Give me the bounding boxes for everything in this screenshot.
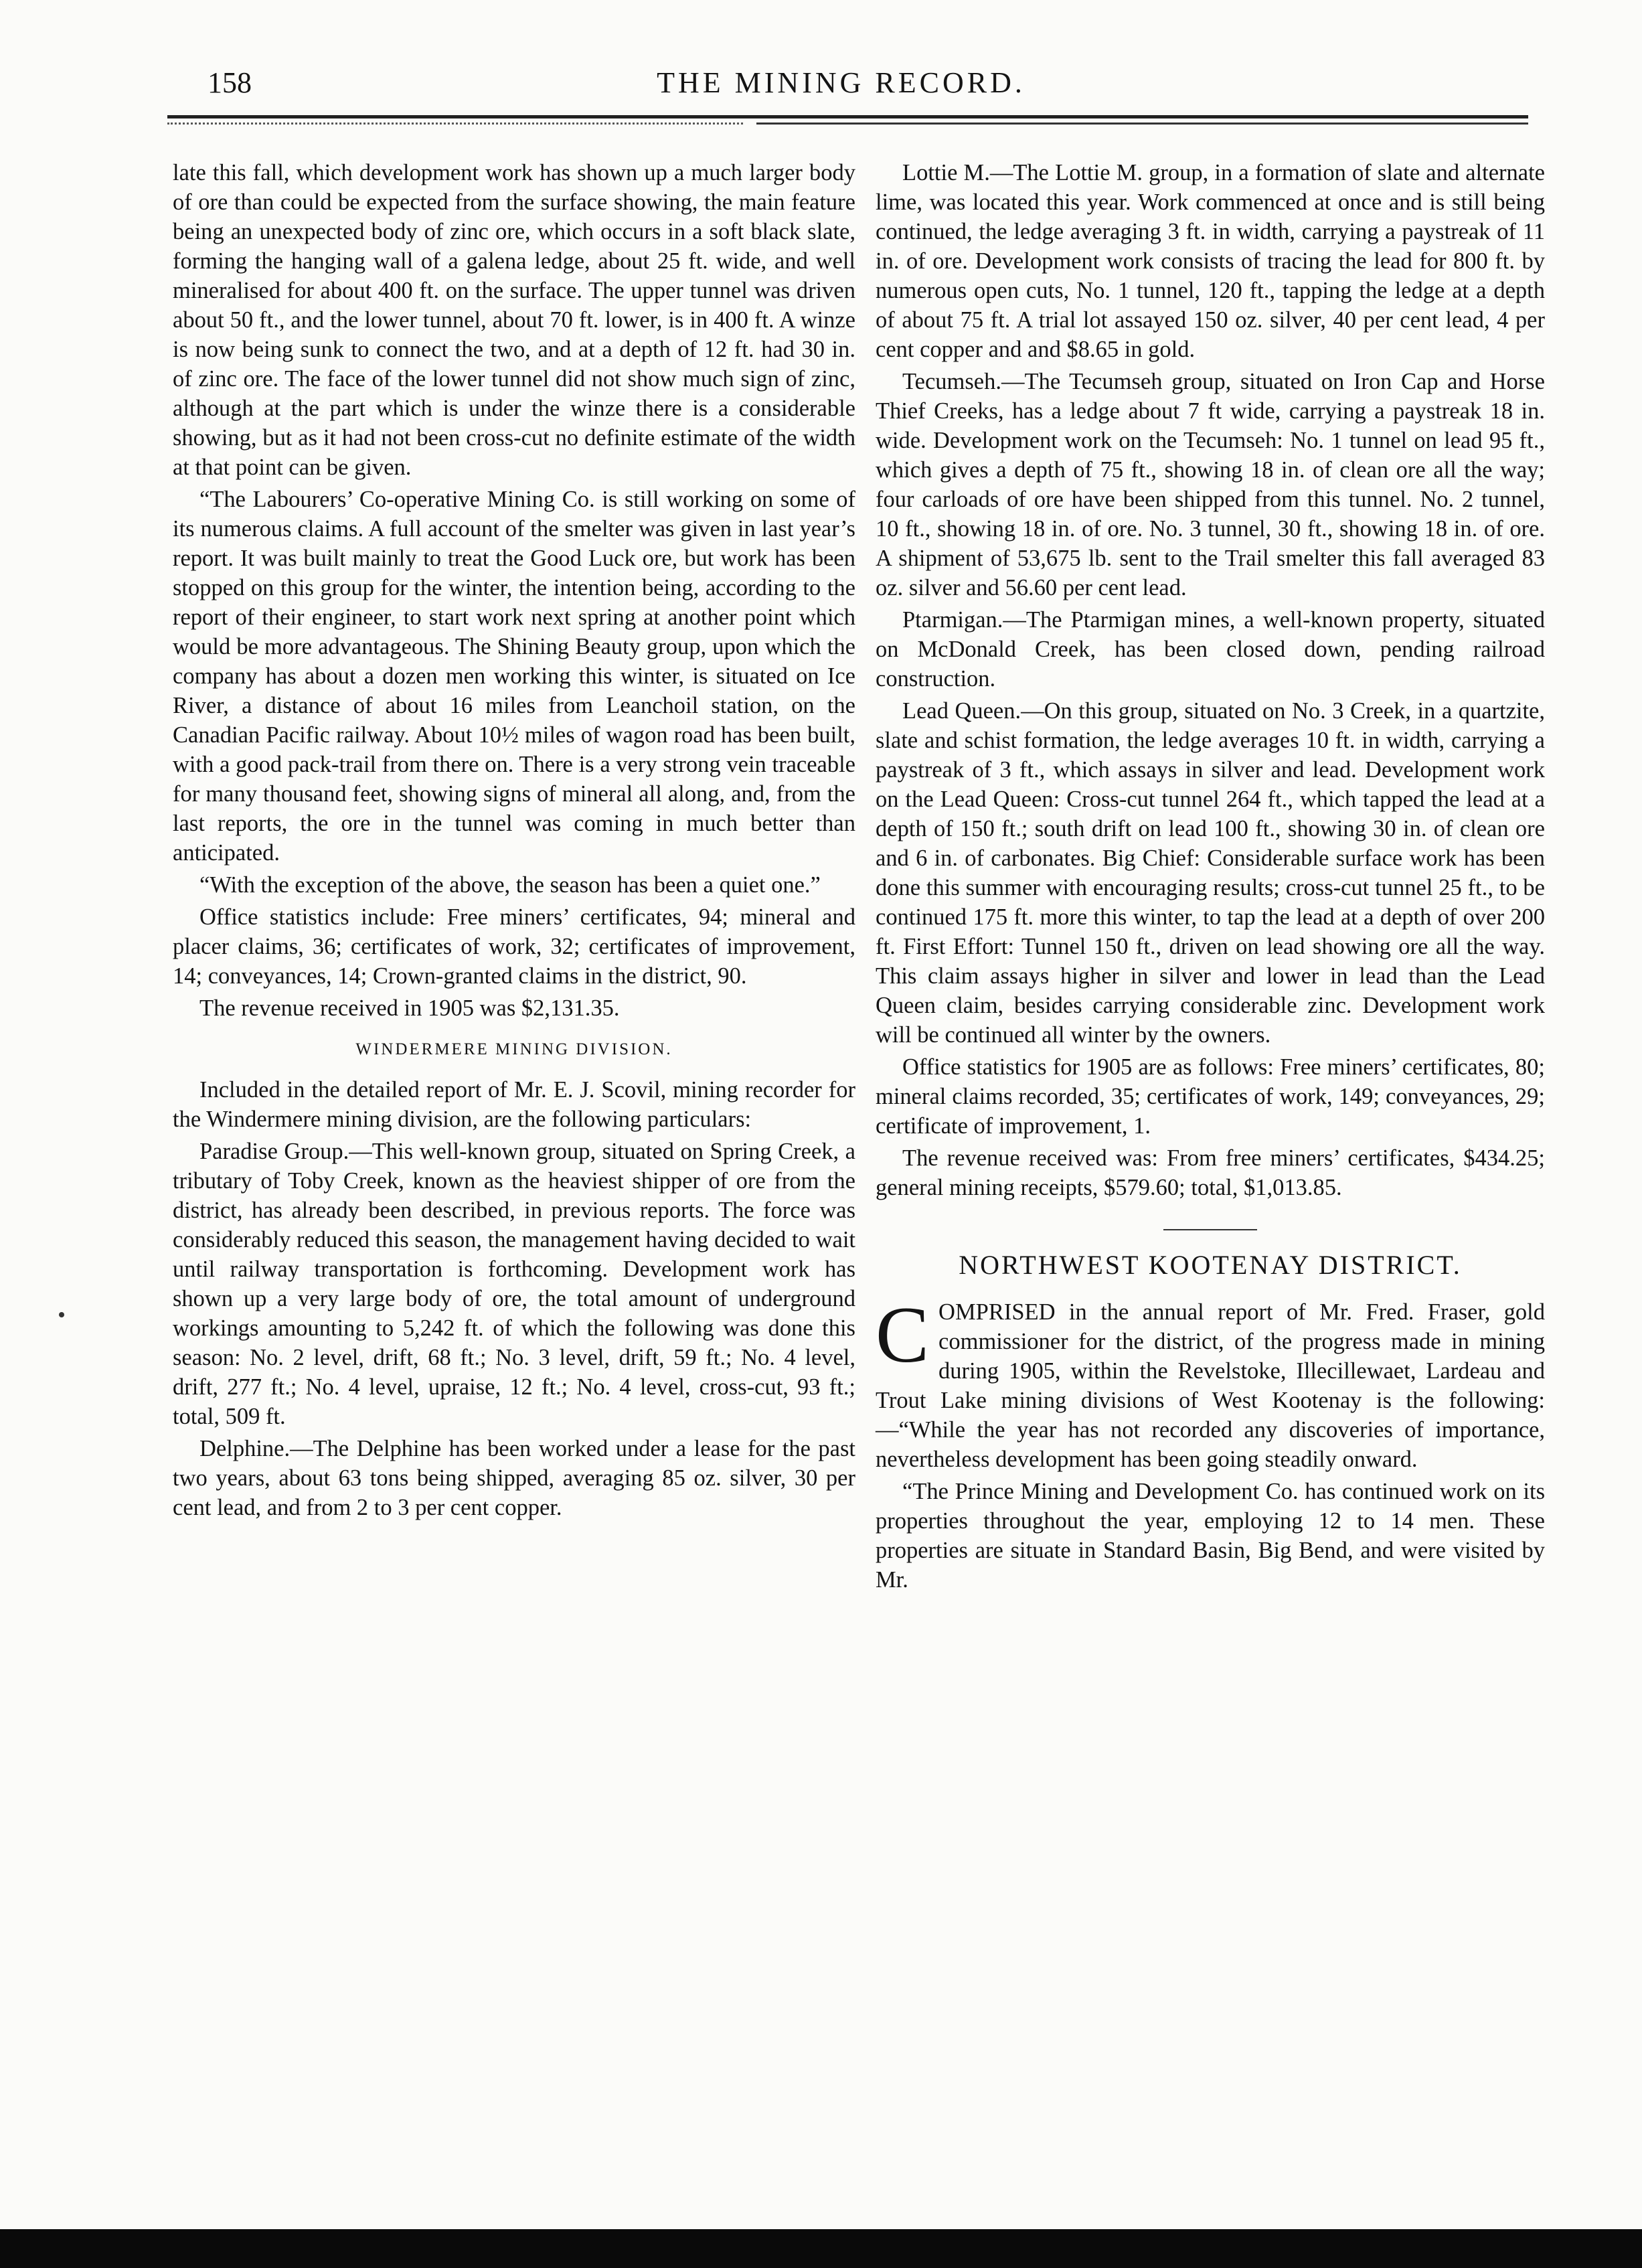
section-subheading: WINDERMERE MINING DIVISION.: [355, 1040, 673, 1058]
paragraph: Office statistics include: Free miners’ certificates, 94; mineral and placer claims, 36; certificates of work, 32; certificates of improvement, 14; conveyances, 14; Crown-granted claims in the district, 90.: [173, 904, 855, 989]
paragraph: “The Prince Mining and Development Co. has continued work on its properties throughout the year, employing 12 to 14 men. These properties are situate in Standard Basin, Big Bend, and were visited by Mr.: [876, 1479, 1545, 1593]
header-rule-secondary: [756, 123, 1528, 125]
paragraph-text: OMPRISED in the annual report of Mr. Fred. Fraser, gold commissioner for the district, of the progress made in mining during 1905, within the Revelstoke, Illecillewaet, Lardeau and Trout Lake mining divisions of West Kootenay is the following:—“While the year has not recorded any discoveries of importance, nevertheless development has been going steadily onward.: [876, 1299, 1545, 1472]
dropcap-paragraph: [876, 1290, 1545, 1474]
paragraph: Delphine.—The Delphine has been worked under a lease for the past two years, about 63 tons being shipped, averaging 85 oz. silver, 30 per cent lead, and from 2 to 3 per cent copper.: [173, 1436, 855, 1520]
right-column: [876, 158, 1545, 1597]
paragraph: “The Labourers’ Co-operative Mining Co. is still working on some of its numerous claims. A full account of the smelter was given in last year’s report. It was built mainly to treat the Good Luck ore, but work has been stopped on this group for the winter, the intention being, according to the report of their engineer, to start work next spring at another point which would be more advantageous. The Shining Beauty group, upon which the company has about a dozen men working this winter, is situated on Ice River, a distance of about 16 miles from Leanchoil station, on the Canadian Pacific railway. About 10½ miles of wagon road has been built, with a good pack-trail from there on. There is a very strong vein traceable for many thousand feet, showing signs of mineral all along, and, from the last reports, the ore in the tunnel was coming in much better than anticipated.: [173, 487, 855, 866]
margin-mark: [59, 1312, 64, 1317]
paragraph: Lead Queen.—On this group, situated on No. 3 Creek, in a quartzite, slate and schist formation, the ledge averages 10 ft. in width, carrying a paystreak of 3 ft., which assays in silver and lead. Development work on the Lead Queen: Cross-cut tunnel 264 ft., which tapped the lead at a depth of 150 ft.; south drift on lead 100 ft., showing 30 in. of clean ore and 6 in. of carbonates. Big Chief: Considerable surface work has been done this summer with encouraging results; cross-cut tunnel 25 ft., to be continued 175 ft. more this winter, to tap the lead at a depth of over 200 ft. First Effort: Tunnel 150 ft., driven on lead showing ore all the way. This claim assays higher in silver and lower in lead than the Lead Queen claim, besides carrying considerable zinc. Development work will be continued all winter by the owners.: [876, 698, 1545, 1048]
district-heading: NORTHWEST KOOTENAY DISTRICT.: [959, 1250, 1462, 1280]
paragraph: “With the exception of the above, the season has been a quiet one.”: [199, 872, 821, 898]
section-divider: [1163, 1229, 1257, 1230]
page-header: [161, 59, 1522, 112]
paragraph: The revenue received was: From free miners’ certificates, $434.25; general mining receipts, $579.60; total, $1,013.85.: [876, 1145, 1545, 1200]
paragraph: Office statistics for 1905 are as follows: Free miners’ certificates, 80; mineral claims recorded, 35; certificates of work, 149; conveyances, 29; certificate of improvement, 1.: [876, 1054, 1545, 1139]
paragraph: Included in the detailed report of Mr. E. J. Scovil, mining recorder for the Windermere mining division, are the following particulars:: [173, 1077, 855, 1132]
paragraph: Paradise Group.—This well-known group, situated on Spring Creek, a tributary of Toby Creek, known as the heaviest shipper of ore from the district, has already been described, in previous reports. The force was considerably reduced this season, the management having decided to wait until railway transportation is forthcoming. Development work has shown up a very large body of ore, the total amount of underground workings amounting to 5,242 ft. of which the following was done this season: No. 2 level, drift, 68 ft.; No. 3 level, drift, 59 ft.; No. 4 level, drift, 277 ft.; No. 4 level, upraise, 12 ft.; No. 4 level, cross-cut, 93 ft.; total, 509 ft.: [173, 1139, 855, 1429]
paragraph: Tecumseh.—The Tecumseh group, situated on Iron Cap and Horse Thief Creeks, has a ledge about 7 ft wide, carrying a paystreak 18 in. wide. Development work on the Tecumseh: No. 1 tunnel on lead 95 ft., which gives a depth of 75 ft., showing 18 in. of clean ore all the way; four carloads of ore have been shipped from this tunnel. No. 2 tunnel, 10 ft., showing 18 in. of ore. No. 3 tunnel, 30 ft., showing 18 in. of ore. A shipment of 53,675 lb. sent to the Trail smelter this fall averaged 83 oz. silver and 56.60 per cent lead.: [876, 369, 1545, 600]
paragraph: late this fall, which development work has shown up a much larger body of ore than could be expected from the surface showing, the main feature being an unexpected body of zinc ore, which occurs in a soft black slate, forming the hanging wall of a galena ledge, about 25 ft. wide, and well mineralised for about 400 ft. on the surface. The upper tunnel was driven about 50 ft., and the lower tunnel, about 70 ft. lower, is in 400 ft. A winze is now being sunk to connect the two, and at a depth of 12 ft. had 30 in. of zinc ore. The face of the lower tunnel did not show much sign of zinc, although at the part which is under the winze there is a considerable showing, but as it had not been cross-cut no definite estimate of the width at that point can be given.: [173, 160, 855, 480]
paragraph: Ptarmigan.—The Ptarmigan mines, a well-known property, situated on McDonald Creek, has been closed down, pending railroad construction.: [876, 607, 1545, 692]
left-column: [173, 158, 855, 1525]
paragraph: The revenue received in 1905 was $2,131.35.: [199, 995, 620, 1021]
paragraph: Lottie M.—The Lottie M. group, in a formation of slate and alternate lime, was located this year. Work commenced at once and is still being continued, the ledge averaging 3 ft. in width, carrying a paystreak of 11 in. of ore. Development work consists of tracing the lead for 800 ft. by numerous open cuts, No. 1 tunnel, 120 ft., tapping the ledge at a depth of about 75 ft. A trial lot assayed 150 oz. silver, 40 per cent lead, 4 per cent copper and and $8.65 in gold.: [876, 160, 1545, 362]
journal-title: THE MINING RECORD.: [657, 66, 1025, 99]
header-rule: [167, 115, 1528, 118]
header-dotted-rule: [167, 123, 743, 125]
drop-cap: C: [876, 1290, 930, 1379]
scan-edge-bar: [0, 2229, 1642, 2268]
page-number: 158: [208, 66, 252, 99]
